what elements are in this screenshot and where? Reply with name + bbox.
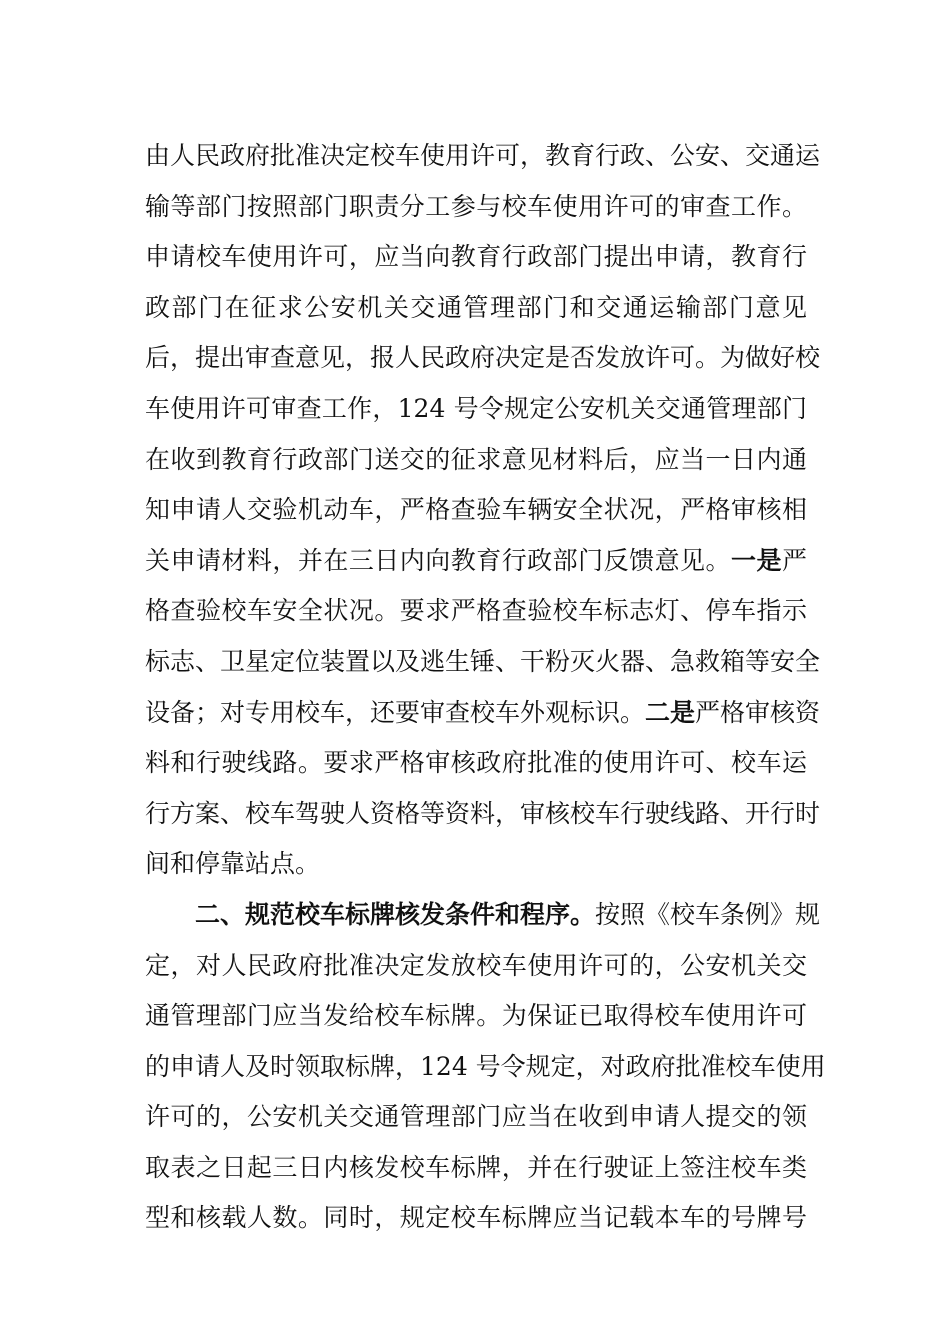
text-line: 取表之日起三日内核发校车标牌，并在行驶证上签注校车类 bbox=[145, 1152, 807, 1182]
text-line: 后，提出审查意见，报人民政府决定是否发放许可。为做好校 bbox=[145, 343, 821, 373]
text-line bbox=[145, 688, 821, 739]
text-line: 车使用许可审查工作，124 号令规定公安机关交通管理部门 bbox=[145, 393, 807, 423]
section-heading: 二、规范校车标牌核发条件和程序。 bbox=[195, 899, 596, 929]
text-line: 格查验校车安全状况。要求严格查验校车标志灯、停车指示 bbox=[145, 596, 807, 626]
text-line bbox=[145, 536, 807, 587]
text-line: 政部门在征求公安机关交通管理部门和交通运输部门意见 bbox=[145, 292, 807, 322]
text-line: 许可的，公安机关交通管理部门应当在收到申请人提交的领 bbox=[145, 1102, 807, 1132]
emphasis-label: 一是 bbox=[731, 545, 782, 575]
text-segment: 按照《校车条例》规 bbox=[595, 899, 821, 929]
text-line: 料和行驶线路。要求严格审核政府批准的使用许可、校车运 bbox=[145, 748, 807, 778]
text-line: 通管理部门应当发给校车标牌。为保证已取得校车使用许可 bbox=[145, 1001, 807, 1031]
emphasis-label: 二是 bbox=[645, 697, 696, 727]
text-line: 输等部门按照部门职责分工参与校车使用许可的审查工作。 bbox=[145, 191, 807, 221]
text-line: 的申请人及时领取标牌，124 号令规定，对政府批准校车使用 bbox=[145, 1051, 826, 1081]
text-segment: 设备；对专用校车，还要审查校车外观标识。 bbox=[145, 697, 646, 727]
section-heading-line bbox=[145, 890, 821, 941]
text-segment: 严格审核资 bbox=[695, 697, 821, 727]
text-line: 在收到教育行政部门送交的征求意见材料后，应当一日内通 bbox=[145, 444, 807, 474]
text-segment: 关申请材料，并在三日内向教育行政部门反馈意见。 bbox=[145, 545, 731, 575]
text-line: 行方案、校车驾驶人资格等资料，审核校车行驶线路、开行时 bbox=[145, 798, 821, 828]
text-line: 间和停靠站点。 bbox=[145, 849, 321, 879]
document-body bbox=[145, 131, 826, 1244]
text-line: 型和核载人数。同时，规定校车标牌应当记载本车的号牌号 bbox=[145, 1203, 807, 1233]
text-line: 申请校车使用许可，应当向教育行政部门提出申请，教育行 bbox=[145, 242, 807, 272]
text-line: 由人民政府批准决定校车使用许可，教育行政、公安、交通运 bbox=[145, 141, 821, 170]
text-line: 标志、卫星定位装置以及逃生锤、干粉灭火器、急救箱等安全 bbox=[145, 646, 821, 676]
text-line: 定，对人民政府批准决定发放校车使用许可的，公安机关交 bbox=[145, 950, 807, 980]
text-segment: 严 bbox=[781, 545, 807, 575]
text-line: 知申请人交验机动车，严格查验车辆安全状况，严格审核相 bbox=[145, 495, 807, 525]
